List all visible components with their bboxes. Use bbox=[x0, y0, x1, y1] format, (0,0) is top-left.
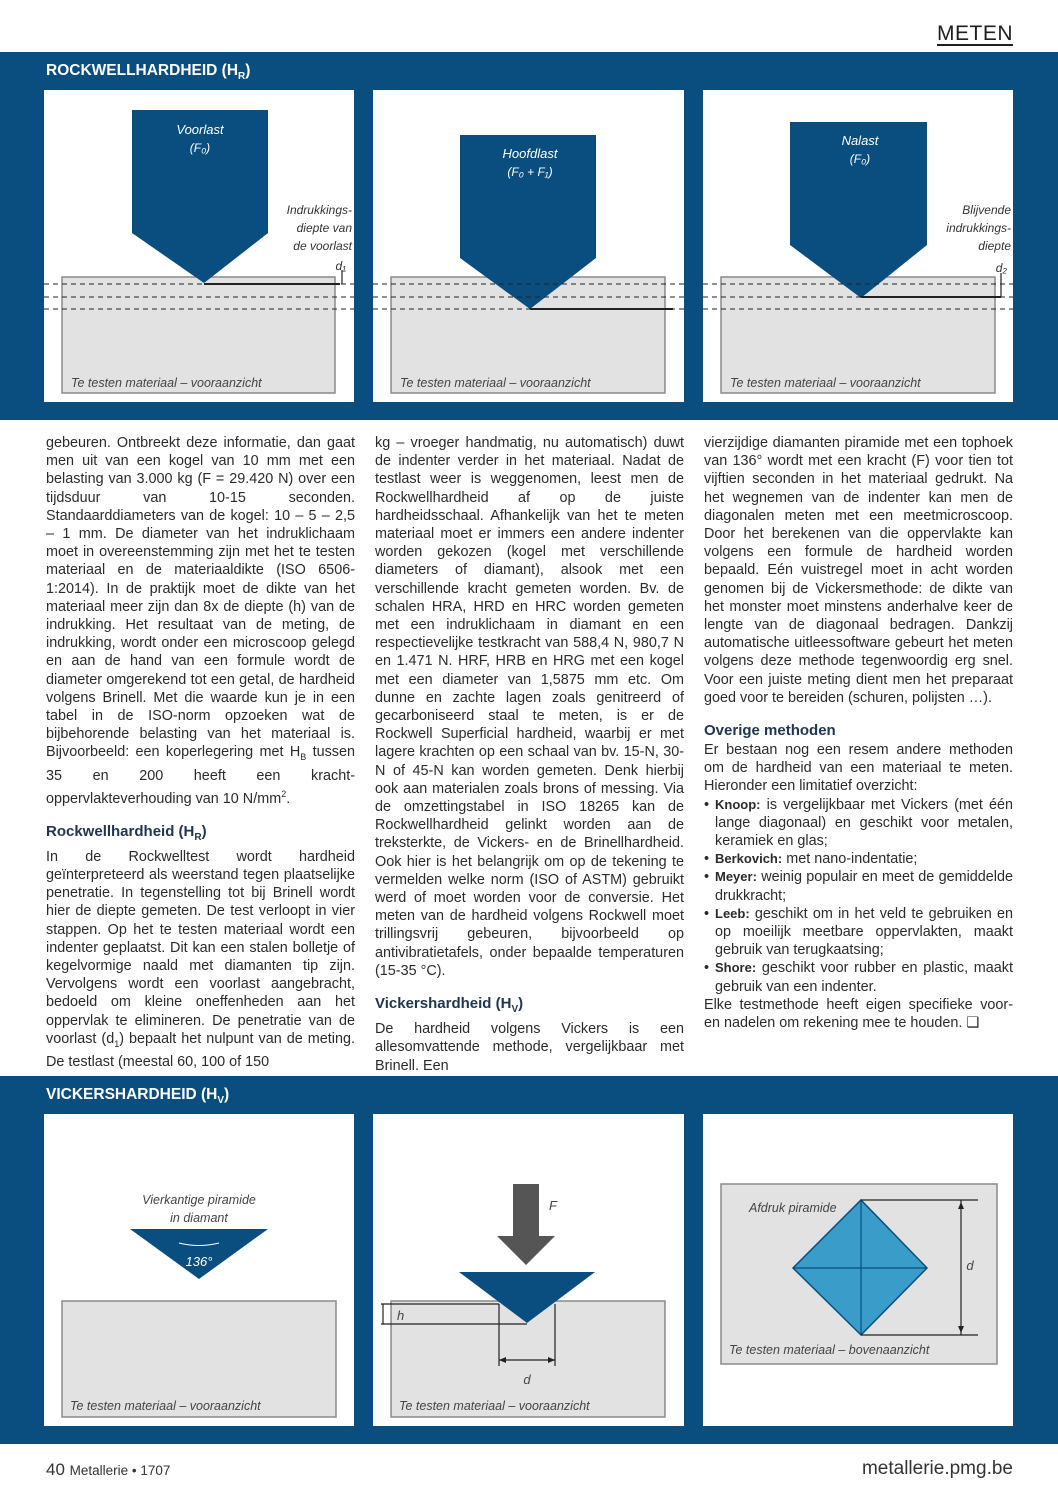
material-label: Te testen materiaal – vooraanzicht bbox=[730, 376, 921, 390]
vickers-panel-pyramid bbox=[44, 1114, 354, 1426]
list-item: • Meyer: weinig populair en meet de gemiddelde drukkracht; bbox=[704, 868, 1013, 904]
material-label: Te testen materiaal – vooraanzicht bbox=[399, 1399, 590, 1413]
material-label: Te testen materiaal – bovenaanzicht bbox=[729, 1343, 930, 1357]
svg-text:de voorlast: de voorlast bbox=[293, 239, 352, 253]
material-label: Te testen materiaal – vooraanzicht bbox=[400, 376, 591, 390]
vickers-panel-topview bbox=[703, 1114, 1013, 1426]
list-item: • Berkovich: met nano-indentatie; bbox=[704, 850, 1013, 868]
svg-text:diepte: diepte bbox=[978, 239, 1011, 253]
afterload-note: Blijvende bbox=[962, 203, 1011, 217]
paragraph: Er bestaan nog een resem andere methoden om de hardheid van een materiaal te meten. Hieronder een limitatief overzicht: bbox=[704, 742, 1013, 795]
page-number: 40 bbox=[46, 1460, 65, 1479]
rockwell-band bbox=[0, 52, 1058, 420]
paragraph: In de Rockwelltest wordt hardheid geïnterpreteerd als weerstand tegen plaatselijke penetratie. In tegenstelling tot bij Brinell wordt hier de diepte gemeten. De test verloopt in vier stappen. Op het te testen materiaal wordt een indenter geplaatst. Dit kan een stalen bolletje of kegelvormige naald met diamanten tip zijn. Vervolgens wordt een voorlast aangebracht, bedoeld om kleine oneffenheden aan het oppervlak te elimineren. De penetratie van de voorlast $(d_1)$ bepaalt het nulpunt van de meting. De testlast (meestal 60, 100 of 150 bbox=[46, 848, 355, 1070]
svg-text:diepte van: diepte van bbox=[296, 221, 352, 235]
rockwell-panel-mainload bbox=[373, 90, 684, 402]
material-label: Te testen materiaal – vooraanzicht bbox=[71, 376, 262, 390]
column-1 bbox=[46, 434, 355, 1071]
svg-text:indrukkings-: indrukkings- bbox=[946, 221, 1011, 235]
rockwell-panel-afterload bbox=[703, 90, 1013, 402]
rockwell-panel-preload bbox=[44, 90, 354, 402]
vickers-heading: Vickershardheid $(H_V)$ bbox=[375, 995, 524, 1016]
angle-label: 136° bbox=[185, 1254, 213, 1269]
depth-d2: d₂ bbox=[995, 261, 1007, 275]
paragraph: gebeuren. Ontbreekt deze informatie, dan gaat men uit van een kogel van 10 mm met een belasting van 3.000 kg (F = 29.420 N) over een tijdsduur van 10-15 seconden. Standaarddiameters van de kogel: 10 – 5 – 2,5 – 1 mm. De diameter van het indruklichaam moet in overeenstemming zijn met het te testen materiaal en de materiaaldikte (ISO 6506-1:2014). In de praktijk moet de dikte van het materiaal meer zijn dan 8x de diepte (h) van de indrukking. Het resultaat van de meting, de indrukking, wordt onder een microscoop gelegd en aan de hand van een formule wordt de diameter omgerekend tot een getal, de hardheid volgens Brinell. Met die waarde kun je in een tabel in de ISO-norm opzoeken wat de bijbehorende belasting van het materiaal is. Bijvoorbeeld: een koperlegering met $H_B$ tussen 35 en 200 heeft een kracht-oppervlakteverhouding van 10 $N/mm^2$. bbox=[46, 435, 355, 807]
force-arrow-icon bbox=[497, 1184, 555, 1265]
article-body bbox=[46, 434, 1013, 1074]
depth-h: h bbox=[397, 1308, 405, 1323]
preload-note: Indrukkings- bbox=[286, 203, 352, 217]
diagonal-d: d bbox=[966, 1258, 974, 1273]
rockwell-band-title: ROCKWELLHARDHEID $(H_R)$ bbox=[46, 62, 251, 83]
svg-text:(F₀): (F₀) bbox=[849, 152, 871, 166]
list-item: • Leeb: geschikt om in het veld te gebruiken en op moeilijk meetbare oppervlakten, maakt gebruik van terugkaatsing; bbox=[704, 905, 1013, 960]
preload-label: Voorlast bbox=[176, 122, 224, 137]
force-label: F bbox=[549, 1198, 557, 1213]
svg-text:in diamant: in diamant bbox=[170, 1211, 228, 1225]
depth-d1: d₁ bbox=[335, 259, 346, 273]
afterload-label: Nalast bbox=[841, 133, 879, 148]
rockwell-heading: Rockwellhardheid $(H_R)$ bbox=[46, 822, 207, 843]
afterload-indenter bbox=[790, 122, 927, 298]
magazine-issue: Metallerie • 1707 bbox=[69, 1463, 171, 1478]
section-tag: METEN bbox=[937, 22, 1013, 45]
other-methods-heading: Overige methoden bbox=[704, 722, 836, 740]
svg-text:(F₀): (F₀) bbox=[189, 141, 211, 155]
print-label: Afdruk piramide bbox=[749, 1201, 837, 1215]
list-item: • Knoop: is vergelijkbaar met Vickers (met één lange diagonaal) en geschikt voor metalen, keramiek en glas; bbox=[704, 796, 1013, 851]
vickers-band-title: VICKERSHARDHEID $(H_V)$ bbox=[46, 1086, 230, 1107]
svg-text:(F₀ + F₁): (F₀ + F₁) bbox=[507, 165, 553, 179]
list-item: • Shore: geschikt voor rubber en plastic, maakt gebruik van een indenter. bbox=[704, 959, 1013, 995]
mainload-label: Hoofdlast bbox=[502, 146, 558, 161]
column-2 bbox=[375, 434, 684, 1075]
pyramid-label: Vierkantige piramide bbox=[142, 1193, 256, 1207]
paragraph: vierzijdige diamanten piramide met een tophoek van 136° wordt met een kracht (F) voor tien tot vijftien seconden in het materiaal gedrukt. Na het wegnemen van de indenter kan men de diagonalen meten met een meetmicroscoop. Door het berekenen van die oppervlakte kan volgens een formule de hardheid worden bepaald. Eén vuistregel moet in acht worden genomen bij de Vickersmethode: de dikte van het monster moet minstens anderhalve keer de lengte van de diagonaal bedragen. Dankzij automatische uitleessoftware gebeurt het meten volgens deze methode tegenwoordig erg snel. Voor een juiste meting dient men het preparaat goed voor te bereiden (schuren, polijsten …). bbox=[704, 435, 1013, 706]
paragraph: De hardheid volgens Vickers is een allesomvattende methode, vergelijkbaar met Brinell. Een bbox=[375, 1021, 684, 1074]
footer-url[interactable]: metallerie.pmg.be bbox=[861, 1458, 1013, 1479]
methods-list bbox=[704, 796, 1013, 996]
material-label: Te testen materiaal – vooraanzicht bbox=[70, 1399, 261, 1413]
vickers-panel-indentation bbox=[373, 1114, 684, 1426]
footer-left bbox=[46, 1460, 170, 1480]
paragraph: kg – vroeger handmatig, nu automatisch) duwt de indenter verder in het materiaal. Nadat de testlast weer is weggenomen, leest men de Rockwellhardheid af op de juiste hardheidsschaal. Afhankelijk van het te meten materiaal moet er immers een andere indenter worden gekozen (kogel met verschillende diameters of diamant), alsook met een verschillende kracht gemeten worden. Bv. de schalen HRA, HRD en HRC worden gemeten met een indruklichaam in diamant en een respectievelijke testkracht van 588,4 N, 980,7 N en 1.471 N. HRF, HRB en HRG met een kogel met een diameter van 1,5875 mm etc. Om dunne en zachte lagen zoals genitreerd of gecarboniseerd staal te meten, is er de Rockwell Superficial hardheid, waarbij er met lagere krachten op een schaal van bv. 15-N, 30-N of 45-N kan worden gemeten. Denk hierbij ook aan materialen zoals brons of messing. Via de omzettingstabel in ISO 18265 kan de Rockwellhardheid gelinkt worden aan de treksterkte, de Vickers- en de Brinellhardheid. Ook hier is het belangrijk om op de tekening te vermelden welke norm (ISO of ASTM) gebruikt werd of moet worden voor de conversie. Het meten van de hardheid volgens Rockwell moet trillingsvrij gebeuren, bijvoorbeeld op antivibratietafels, onder bepaalde temperaturen (15-35 °C). bbox=[375, 435, 684, 979]
column-3 bbox=[704, 434, 1013, 1032]
paragraph: Elke testmethode heeft eigen specifieke voor- en nadelen om rekening mee te houden. ❑ bbox=[704, 996, 1013, 1032]
diagonal-d: d bbox=[523, 1372, 531, 1387]
vickers-band bbox=[0, 1076, 1058, 1444]
